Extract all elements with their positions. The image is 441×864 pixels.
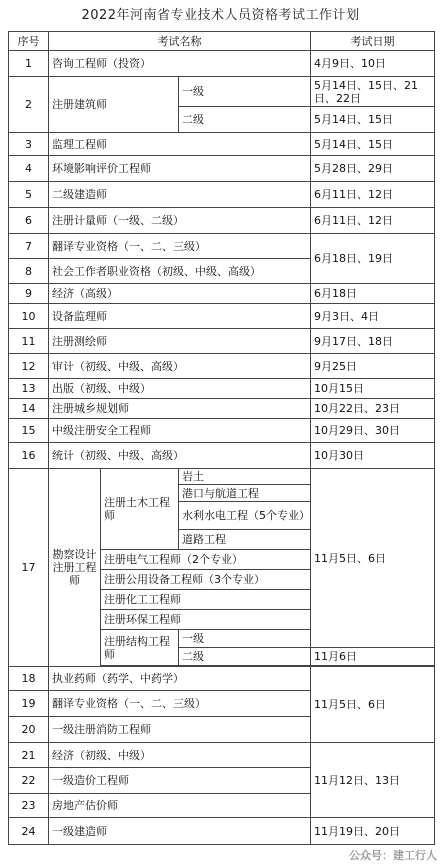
exam-subgroup-name: 注册环保工程师 <box>101 610 311 630</box>
row-number: 10 <box>9 304 49 329</box>
row-number: 5 <box>9 182 49 208</box>
exam-name: 设备监理师 <box>49 304 311 329</box>
table-row <box>9 156 435 182</box>
row-number: 23 <box>9 794 49 818</box>
exam-subgroup-name: 注册土木工程师 <box>101 469 179 550</box>
table-row <box>9 133 435 156</box>
exam-date: 5月14日、15日 <box>311 107 435 133</box>
table-row <box>9 818 435 845</box>
exam-level: 一级 <box>179 77 311 107</box>
table-row <box>9 379 435 399</box>
table-row <box>9 743 435 768</box>
table-row <box>9 51 435 77</box>
table-row <box>9 399 435 419</box>
table-row <box>9 304 435 329</box>
exam-level: 二级 <box>179 648 311 666</box>
table-row <box>9 667 435 691</box>
exam-level: 一级 <box>179 630 311 648</box>
page-title: 2022年河南省专业技术人员资格考试工作计划 <box>81 8 360 23</box>
exam-level: 二级 <box>179 107 311 133</box>
table-row <box>9 284 435 304</box>
exam-subgroup-name: 注册化工工程师 <box>101 590 311 610</box>
exam-name: 经济（初级、中级） <box>49 743 311 768</box>
exam-name: 中级注册安全工程师 <box>49 419 311 443</box>
row-number: 20 <box>9 717 49 743</box>
table-row <box>9 469 435 485</box>
exam-subgroup-name: 注册电气工程师（2个专业） <box>101 550 311 570</box>
table-row <box>9 208 435 234</box>
exam-date: 4月9日、10日 <box>311 51 435 77</box>
row-number: 24 <box>9 818 49 845</box>
exam-date: 9月3日、4日 <box>311 304 435 329</box>
exam-name: 一级注册消防工程师 <box>49 717 311 743</box>
header-row <box>9 32 435 51</box>
row-number: 13 <box>9 379 49 399</box>
exam-name: 房地产估价师 <box>49 794 311 818</box>
exam-name: 经济（高级） <box>49 284 311 304</box>
exam-schedule-table <box>8 31 435 845</box>
row-number: 14 <box>9 399 49 419</box>
exam-specialty: 水利水电工程（5个专业） <box>179 502 311 530</box>
exam-name: 注册城乡规划师 <box>49 399 311 419</box>
exam-name: 翻译专业资格（一、二、三级） <box>49 691 311 717</box>
exam-date: 6月18日、19日 <box>311 234 435 284</box>
table-row <box>9 354 435 379</box>
exam-date: 6月11日、12日 <box>311 182 435 208</box>
exam-date: 11月5日、6日 <box>311 469 435 648</box>
row-number: 2 <box>9 77 49 133</box>
row-number: 7 <box>9 234 49 259</box>
exam-date: 11月12日、13日 <box>311 743 435 818</box>
exam-name: 注册计量师（一级、二级） <box>49 208 311 234</box>
exam-date: 6月18日 <box>311 284 435 304</box>
exam-name: 统计（初级、中级、高级） <box>49 443 311 469</box>
exam-date: 5月14日、15日 <box>311 133 435 156</box>
exam-date: 6月11日、12日 <box>311 208 435 234</box>
table-row <box>9 234 435 259</box>
exam-date: 10月15日 <box>311 379 435 399</box>
exam-date: 9月25日 <box>311 354 435 379</box>
row-number: 4 <box>9 156 49 182</box>
row-number: 18 <box>9 667 49 691</box>
row-number: 12 <box>9 354 49 379</box>
exam-subgroup-name: 注册公用设备工程师（3个专业） <box>101 570 311 590</box>
exam-name: 注册测绘师 <box>49 329 311 354</box>
row-number: 11 <box>9 329 49 354</box>
header-no: 序号 <box>9 32 49 51</box>
row-number: 17 <box>9 469 49 667</box>
exam-name: 监理工程师 <box>49 133 311 156</box>
row-number: 6 <box>9 208 49 234</box>
exam-name: 二级建造师 <box>49 182 311 208</box>
row-number: 21 <box>9 743 49 768</box>
table-row <box>9 329 435 354</box>
row-number: 16 <box>9 443 49 469</box>
row-number: 3 <box>9 133 49 156</box>
row-number: 15 <box>9 419 49 443</box>
table-row <box>9 77 435 107</box>
header-name: 考试名称 <box>49 32 311 51</box>
exam-name: 环境影响评价工程师 <box>49 156 311 182</box>
exam-date: 11月5日、6日 <box>311 667 435 743</box>
row-number: 9 <box>9 284 49 304</box>
exam-name: 社会工作者职业资格（初级、中级、高级） <box>49 259 311 284</box>
exam-name: 执业药师（药学、中药学） <box>49 667 311 691</box>
table-row <box>9 182 435 208</box>
exam-name: 出版（初级、中级） <box>49 379 311 399</box>
exam-name: 咨询工程师（投资） <box>49 51 311 77</box>
header-date: 考试日期 <box>311 32 435 51</box>
exam-specialty: 港口与航道工程 <box>179 485 311 502</box>
table-row <box>9 419 435 443</box>
exam-date: 10月22日、23日 <box>311 399 435 419</box>
exam-subgroup-name: 注册结构工程师 <box>101 630 179 666</box>
exam-group-name: 勘察设计注册工程师 <box>49 469 101 667</box>
exam-date: 10月30日 <box>311 443 435 469</box>
exam-name: 翻译专业资格（一、二、三级） <box>49 234 311 259</box>
exam-date: 11月19日、20日 <box>311 818 435 845</box>
exam-name: 一级造价工程师 <box>49 768 311 794</box>
exam-specialty: 道路工程 <box>179 530 311 550</box>
exam-name: 注册建筑师 <box>49 77 179 133</box>
exam-name: 一级建造师 <box>49 818 311 845</box>
exam-date: 10月29日、30日 <box>311 419 435 443</box>
exam-specialty: 岩土 <box>179 469 311 485</box>
row-number: 8 <box>9 259 49 284</box>
exam-date: 5月14日、15日、21日、22日 <box>311 77 435 107</box>
exam-date: 11月6日 <box>311 648 435 666</box>
watermark-text: 公众号：建工行人 <box>349 849 437 862</box>
exam-date: 9月17日、18日 <box>311 329 435 354</box>
table-row <box>9 443 435 469</box>
row-number: 1 <box>9 51 49 77</box>
exam-name: 审计（初级、中级、高级） <box>49 354 311 379</box>
exam-date: 5月28日、29日 <box>311 156 435 182</box>
row-number: 22 <box>9 768 49 794</box>
row-number: 19 <box>9 691 49 717</box>
